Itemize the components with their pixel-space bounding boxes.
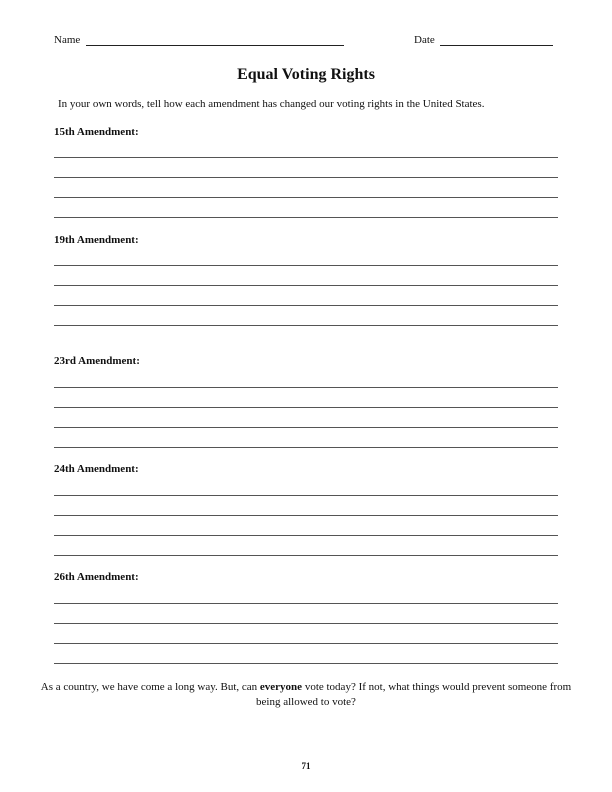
page-number: 71 <box>301 761 311 771</box>
writing-line[interactable] <box>54 495 558 496</box>
section-label-19th: 19th Amendment: <box>54 234 139 246</box>
closing-part2: vote today? If not, what things would prevent someone from being allowed to vote? <box>256 681 572 708</box>
writing-line[interactable] <box>54 305 558 306</box>
writing-line[interactable] <box>54 265 558 266</box>
closing-part1: As a country, we have come a long way. But, can <box>40 681 260 693</box>
closing-emphasis: everyone <box>259 681 303 693</box>
date-field[interactable] <box>440 45 553 46</box>
writing-line[interactable] <box>54 157 558 158</box>
name-label: Name <box>54 34 81 46</box>
section-label-26th: 26th Amendment: <box>54 571 139 583</box>
writing-line[interactable] <box>54 447 558 448</box>
writing-line[interactable] <box>54 285 558 286</box>
section-label-15th: 15th Amendment: <box>54 126 139 138</box>
writing-line[interactable] <box>54 197 558 198</box>
writing-line[interactable] <box>54 663 558 664</box>
date-label: Date <box>414 34 435 46</box>
name-field[interactable] <box>86 45 344 46</box>
instructions: In your own words, tell how each amendment has changed our voting rights in the United States. <box>58 98 485 110</box>
writing-line[interactable] <box>54 427 558 428</box>
section-label-23rd: 23rd Amendment: <box>54 355 140 367</box>
writing-line[interactable] <box>54 217 558 218</box>
writing-line[interactable] <box>54 325 558 326</box>
writing-line[interactable] <box>54 177 558 178</box>
closing-question <box>40 680 572 710</box>
writing-line[interactable] <box>54 515 558 516</box>
writing-line[interactable] <box>54 555 558 556</box>
writing-line[interactable] <box>54 407 558 408</box>
writing-line[interactable] <box>54 387 558 388</box>
writing-line[interactable] <box>54 535 558 536</box>
writing-line[interactable] <box>54 643 558 644</box>
page-title: Equal Voting Rights <box>237 66 375 83</box>
writing-line[interactable] <box>54 623 558 624</box>
writing-line[interactable] <box>54 603 558 604</box>
section-label-24th: 24th Amendment: <box>54 463 139 475</box>
